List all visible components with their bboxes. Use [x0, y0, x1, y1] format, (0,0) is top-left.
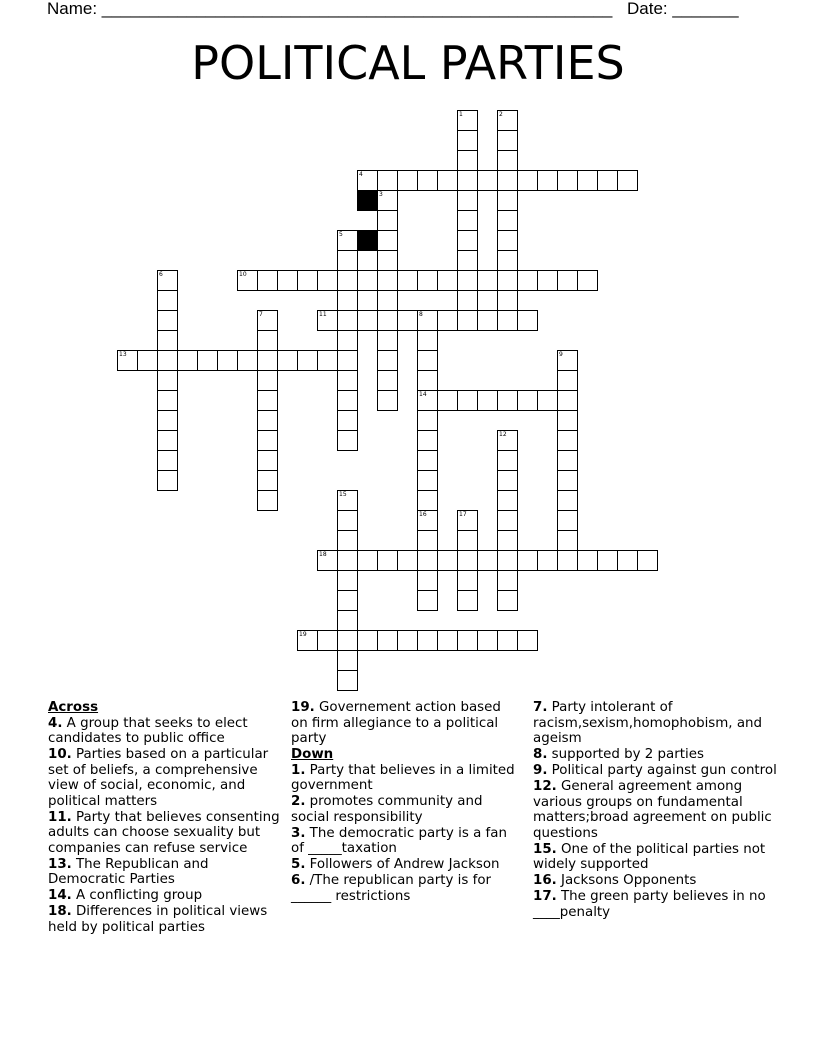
grid-cell[interactable] [337, 570, 358, 591]
grid-cell[interactable] [337, 490, 358, 511]
clue-number: 15. [533, 841, 557, 857]
grid-cell[interactable] [517, 630, 538, 651]
blocked-square [357, 190, 378, 211]
grid-cell[interactable] [397, 550, 418, 571]
clue-number: 7. [533, 700, 548, 715]
clue-down-12 [533, 779, 781, 841]
clue-text: supported by 2 parties [551, 747, 704, 762]
cell-number: 11 [319, 311, 327, 318]
grid-cell[interactable] [497, 130, 518, 151]
cell-number: 18 [319, 551, 327, 558]
grid-cell[interactable] [497, 210, 518, 231]
grid-cell[interactable] [437, 630, 458, 651]
grid-cell[interactable] [537, 270, 558, 291]
clue-text: Parties based on a particular set of beliefs, a comprehensive view of social, economic, and political matters [48, 747, 269, 809]
grid-cell[interactable] [637, 550, 658, 571]
grid-cell[interactable] [557, 470, 578, 491]
grid-cell[interactable] [397, 310, 418, 331]
grid-cell[interactable] [417, 370, 438, 391]
grid-cell[interactable] [417, 310, 438, 331]
grid-cell[interactable] [457, 550, 478, 571]
grid-cell[interactable] [457, 130, 478, 151]
grid-cell[interactable] [337, 550, 358, 571]
grid-cell[interactable] [417, 430, 438, 451]
grid-cell[interactable] [557, 450, 578, 471]
grid-cell[interactable] [517, 270, 538, 291]
grid-cell[interactable] [417, 410, 438, 431]
clue-down-7 [533, 700, 781, 747]
clue-number: 4. [48, 715, 63, 731]
grid-cell[interactable] [517, 310, 538, 331]
grid-cell[interactable] [257, 450, 278, 471]
grid-cell[interactable] [457, 590, 478, 611]
grid-cell[interactable] [457, 570, 478, 591]
clue-down-8 [533, 747, 781, 763]
grid-cell[interactable] [377, 350, 398, 371]
grid-cell[interactable] [437, 310, 458, 331]
grid-cell[interactable] [337, 610, 358, 631]
puzzle-title: POLITICAL PARTIES [191, 36, 625, 90]
grid-cell[interactable] [417, 470, 438, 491]
clue-text: Followers of Andrew Jackson [309, 857, 500, 872]
clue-across-4 [48, 716, 280, 747]
grid-cell[interactable] [377, 230, 398, 251]
clue-text: The Republican and Democratic Parties [48, 856, 209, 887]
grid-cell[interactable] [497, 510, 518, 531]
grid-cell[interactable] [397, 170, 418, 191]
grid-cell[interactable] [457, 630, 478, 651]
grid-cell[interactable] [477, 310, 498, 331]
grid-cell[interactable] [517, 550, 538, 571]
grid-cell[interactable] [457, 530, 478, 551]
grid-cell[interactable] [457, 230, 478, 251]
clue-text: The green party believes in no ____penalty [533, 889, 766, 920]
grid-cell[interactable] [337, 250, 358, 271]
grid-cell[interactable] [437, 170, 458, 191]
grid-cell[interactable] [397, 270, 418, 291]
grid-cell[interactable] [517, 170, 538, 191]
grid-cell[interactable] [157, 350, 178, 371]
clue-number: 13. [48, 856, 72, 872]
grid-cell[interactable] [337, 430, 358, 451]
clue-number: 11. [48, 809, 72, 825]
grid-cell[interactable] [357, 310, 378, 331]
clue-number: 12. [533, 779, 557, 794]
grid-cell[interactable] [337, 670, 358, 691]
grid-cell[interactable] [157, 390, 178, 411]
clue-text: A group that seeks to elect candidates to public office [48, 715, 248, 746]
cell-number: 13 [119, 351, 127, 358]
clue-across-19 [291, 700, 519, 747]
date-field-label[interactable]: Date: _______ [627, 0, 739, 18]
clue-text: Party that believes in a limited government [291, 762, 515, 793]
grid-cell[interactable] [377, 210, 398, 231]
clue-down-1 [291, 763, 519, 794]
grid-cell[interactable] [157, 270, 178, 291]
cell-number: 16 [419, 511, 427, 518]
grid-cell[interactable] [477, 390, 498, 411]
grid-cell[interactable] [557, 550, 578, 571]
cell-number: 9 [559, 351, 563, 358]
down-heading: Down [291, 747, 334, 762]
grid-cell[interactable] [497, 450, 518, 471]
grid-cell[interactable] [537, 390, 558, 411]
grid-cell[interactable] [397, 630, 418, 651]
grid-cell[interactable] [557, 390, 578, 411]
clue-across-10 [48, 747, 280, 809]
grid-cell[interactable] [557, 170, 578, 191]
grid-cell[interactable] [417, 170, 438, 191]
grid-cell[interactable] [137, 350, 158, 371]
clue-down-5 [291, 857, 519, 873]
grid-cell[interactable] [497, 550, 518, 571]
grid-cell[interactable] [617, 550, 638, 571]
grid-cell[interactable] [417, 350, 438, 371]
cell-number: 8 [419, 311, 423, 318]
clue-down-6 [291, 873, 519, 904]
grid-cell[interactable] [257, 370, 278, 391]
grid-cell[interactable] [317, 630, 338, 651]
grid-cell[interactable] [317, 550, 338, 571]
grid-cell[interactable] [337, 510, 358, 531]
grid-cell[interactable] [377, 550, 398, 571]
grid-cell[interactable] [497, 470, 518, 491]
cell-number: 2 [499, 111, 503, 118]
grid-cell[interactable] [377, 630, 398, 651]
grid-cell[interactable] [257, 470, 278, 491]
grid-cell[interactable] [457, 510, 478, 531]
grid-cell[interactable] [457, 110, 478, 131]
grid-cell[interactable] [497, 310, 518, 331]
grid-cell[interactable] [157, 310, 178, 331]
clue-number: 9. [533, 763, 548, 778]
grid-cell[interactable] [497, 230, 518, 251]
clue-text: Party intolerant of racism,sexism,homophobism, and ageism [533, 700, 763, 746]
grid-cell[interactable] [157, 470, 178, 491]
grid-cell[interactable] [257, 410, 278, 431]
grid-cell[interactable] [217, 350, 238, 371]
grid-cell[interactable] [257, 430, 278, 451]
grid-cell[interactable] [157, 370, 178, 391]
grid-cell[interactable] [417, 570, 438, 591]
clue-down-15 [533, 842, 781, 873]
grid-cell[interactable] [357, 270, 378, 291]
grid-cell[interactable] [497, 430, 518, 451]
clue-text: The democratic party is a fan of _____taxation [291, 825, 507, 856]
grid-cell[interactable] [517, 390, 538, 411]
grid-cell[interactable] [497, 490, 518, 511]
cell-number: 4 [359, 171, 363, 178]
clue-text: /The republican party is for ______ restrictions [291, 873, 492, 904]
grid-cell[interactable] [337, 230, 358, 251]
grid-cell[interactable] [317, 310, 338, 331]
grid-cell[interactable] [157, 430, 178, 451]
grid-cell[interactable] [457, 210, 478, 231]
grid-cell[interactable] [377, 330, 398, 351]
grid-cell[interactable] [257, 490, 278, 511]
clue-down-2 [291, 794, 519, 825]
grid-cell[interactable] [557, 510, 578, 531]
grid-cell[interactable] [477, 630, 498, 651]
grid-cell[interactable] [377, 370, 398, 391]
clue-across-11 [48, 810, 280, 857]
grid-cell[interactable] [337, 590, 358, 611]
cell-number: 3 [379, 191, 383, 198]
grid-cell[interactable] [157, 410, 178, 431]
grid-cell[interactable] [497, 110, 518, 131]
clue-number: 1. [291, 762, 306, 778]
grid-cell[interactable] [417, 390, 438, 411]
grid-cell[interactable] [497, 590, 518, 611]
grid-cell[interactable] [477, 170, 498, 191]
grid-cell[interactable] [377, 170, 398, 191]
grid-cell[interactable] [457, 250, 478, 271]
grid-cell[interactable] [497, 570, 518, 591]
clue-column-3 [533, 700, 781, 921]
grid-cell[interactable] [337, 290, 358, 311]
grid-cell[interactable] [497, 290, 518, 311]
grid-cell[interactable] [297, 350, 318, 371]
clue-number: 5. [291, 857, 306, 872]
clue-number: 18. [48, 904, 72, 919]
grid-cell[interactable] [577, 550, 598, 571]
grid-cell[interactable] [497, 530, 518, 551]
grid-cell[interactable] [417, 490, 438, 511]
grid-cell[interactable] [337, 390, 358, 411]
clue-text: General agreement among various groups on fundamental matters;broad agreement on public questions [533, 779, 772, 841]
grid-cell[interactable] [557, 530, 578, 551]
grid-cell[interactable] [357, 170, 378, 191]
grid-cell[interactable] [417, 590, 438, 611]
grid-cell[interactable] [577, 270, 598, 291]
grid-cell[interactable] [457, 150, 478, 171]
grid-cell[interactable] [357, 630, 378, 651]
grid-cell[interactable] [557, 410, 578, 431]
grid-cell[interactable] [417, 510, 438, 531]
grid-cell[interactable] [497, 170, 518, 191]
grid-cell[interactable] [297, 270, 318, 291]
grid-cell[interactable] [437, 270, 458, 291]
grid-cell[interactable] [197, 350, 218, 371]
grid-cell[interactable] [457, 190, 478, 211]
clue-text: Governement action based on firm allegiance to a political party [291, 700, 501, 746]
grid-cell[interactable] [497, 270, 518, 291]
grid-cell[interactable] [597, 550, 618, 571]
cell-number: 5 [339, 231, 343, 238]
grid-cell[interactable] [557, 430, 578, 451]
clue-down-3 [291, 826, 519, 857]
grid-cell[interactable] [257, 270, 278, 291]
clue-column-1 [48, 700, 280, 936]
grid-cell[interactable] [337, 270, 358, 291]
grid-cell[interactable] [557, 490, 578, 511]
grid-cell[interactable] [277, 350, 298, 371]
grid-cell[interactable] [437, 390, 458, 411]
grid-cell[interactable] [557, 270, 578, 291]
clue-down-17 [533, 889, 781, 920]
grid-cell[interactable] [257, 310, 278, 331]
clue-down-9 [533, 763, 781, 779]
clue-number: 8. [533, 747, 548, 762]
cell-number: 14 [419, 391, 427, 398]
clue-across-18 [48, 904, 280, 935]
blocked-square [357, 230, 378, 251]
grid-cell[interactable] [257, 350, 278, 371]
grid-cell[interactable] [337, 630, 358, 651]
clue-number: 6. [291, 873, 306, 888]
cell-number: 15 [339, 491, 347, 498]
grid-cell[interactable] [417, 550, 438, 571]
grid-cell[interactable] [497, 630, 518, 651]
clue-text: Differences in political views held by political parties [48, 904, 268, 935]
grid-cell[interactable] [477, 270, 498, 291]
clue-number: 14. [48, 888, 72, 903]
grid-cell[interactable] [337, 530, 358, 551]
grid-cell[interactable] [497, 190, 518, 211]
grid-cell[interactable] [317, 350, 338, 371]
grid-cell[interactable] [417, 630, 438, 651]
grid-cell[interactable] [557, 350, 578, 371]
grid-cell[interactable] [437, 550, 458, 571]
grid-cell[interactable] [257, 390, 278, 411]
grid-cell[interactable] [457, 290, 478, 311]
clue-column-2 [291, 700, 519, 905]
name-field-label[interactable]: Name: ______________________________________________________ [47, 0, 613, 18]
grid-cell[interactable] [417, 330, 438, 351]
grid-cell[interactable] [377, 250, 398, 271]
grid-cell[interactable] [177, 350, 198, 371]
grid-cell[interactable] [577, 170, 598, 191]
grid-cell[interactable] [337, 410, 358, 431]
clue-text: Jacksons Opponents [561, 873, 697, 888]
grid-cell[interactable] [537, 550, 558, 571]
grid-cell[interactable] [377, 270, 398, 291]
grid-cell[interactable] [377, 310, 398, 331]
grid-cell[interactable] [377, 290, 398, 311]
clue-text: Political party against gun control [551, 763, 777, 778]
cell-number: 10 [239, 271, 247, 278]
grid-cell[interactable] [417, 530, 438, 551]
grid-cell[interactable] [117, 350, 138, 371]
grid-cell[interactable] [357, 550, 378, 571]
clue-down-16 [533, 873, 781, 889]
grid-cell[interactable] [617, 170, 638, 191]
grid-cell[interactable] [457, 390, 478, 411]
grid-cell[interactable] [377, 390, 398, 411]
clue-text: A conflicting group [76, 888, 203, 903]
grid-cell[interactable] [457, 270, 478, 291]
cell-number: 19 [299, 631, 307, 638]
grid-cell[interactable] [337, 330, 358, 351]
cell-number: 6 [159, 271, 163, 278]
grid-cell[interactable] [497, 150, 518, 171]
grid-cell[interactable] [237, 270, 258, 291]
grid-cell[interactable] [277, 270, 298, 291]
grid-cell[interactable] [477, 550, 498, 571]
grid-cell[interactable] [157, 290, 178, 311]
grid-cell[interactable] [457, 170, 478, 191]
grid-cell[interactable] [337, 350, 358, 371]
clue-number: 10. [48, 747, 72, 762]
grid-cell[interactable] [417, 450, 438, 471]
grid-cell[interactable] [337, 310, 358, 331]
cell-number: 7 [259, 311, 263, 318]
grid-cell[interactable] [417, 270, 438, 291]
grid-cell[interactable] [497, 250, 518, 271]
grid-cell[interactable] [157, 330, 178, 351]
clue-across-13 [48, 857, 280, 888]
clue-text: One of the political parties not widely supported [533, 841, 766, 872]
cell-number: 17 [459, 511, 467, 518]
grid-cell[interactable] [237, 350, 258, 371]
grid-cell[interactable] [157, 450, 178, 471]
clue-number: 16. [533, 873, 557, 888]
grid-cell[interactable] [257, 330, 278, 351]
grid-cell[interactable] [337, 370, 358, 391]
clue-number: 19. [291, 700, 315, 715]
grid-cell[interactable] [557, 370, 578, 391]
grid-cell[interactable] [297, 630, 318, 651]
grid-cell[interactable] [377, 190, 398, 211]
grid-cell[interactable] [457, 310, 478, 331]
across-heading: Across [48, 700, 99, 715]
clue-number: 3. [291, 825, 306, 841]
grid-cell[interactable] [497, 390, 518, 411]
grid-cell[interactable] [537, 170, 558, 191]
clue-number: 17. [533, 889, 557, 904]
grid-cell[interactable] [337, 650, 358, 671]
grid-cell[interactable] [597, 170, 618, 191]
clue-text: Party that believes consenting adults can choose sexuality but companies can refuse service [48, 809, 280, 856]
grid-cell[interactable] [317, 270, 338, 291]
clue-text: promotes community and social responsibility [291, 794, 483, 825]
clue-number: 2. [291, 794, 306, 809]
cell-number: 1 [459, 111, 463, 118]
clue-across-14 [48, 888, 280, 904]
cell-number: 12 [499, 431, 507, 438]
